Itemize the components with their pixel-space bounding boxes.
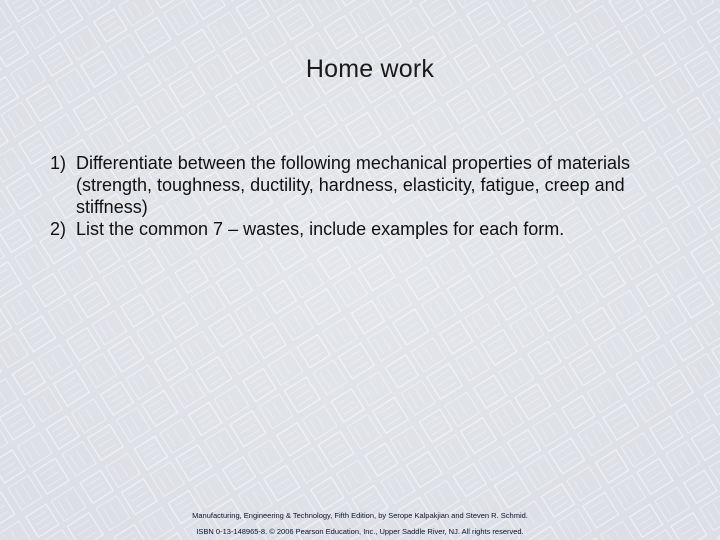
- list-item-number: 1): [50, 153, 67, 173]
- homework-list: [50, 152, 650, 240]
- slide-footer: [0, 508, 720, 540]
- list-item: [50, 218, 650, 240]
- footer-citation: Manufacturing, Engineering & Technology, Fifth Edition, by Serope Kalpakjian and Steven R. Schmid.: [192, 511, 528, 520]
- slide-title: Home work: [305, 55, 435, 83]
- footer-copyright: ISBN 0-13-148965-8. © 2006 Pearson Education, Inc., Upper Saddle River, NJ. All rights reserved.: [196, 527, 524, 536]
- list-item-number: 2): [50, 219, 67, 239]
- list-item: [50, 152, 650, 218]
- list-item-text: List the common 7 – wastes, include examples for each form.: [76, 219, 565, 239]
- list-item-text: Differentiate between the following mechanical properties of materials (strength, toughness, ductility, hardness, elasticity, fatigue, creep and stiffness): [76, 153, 630, 217]
